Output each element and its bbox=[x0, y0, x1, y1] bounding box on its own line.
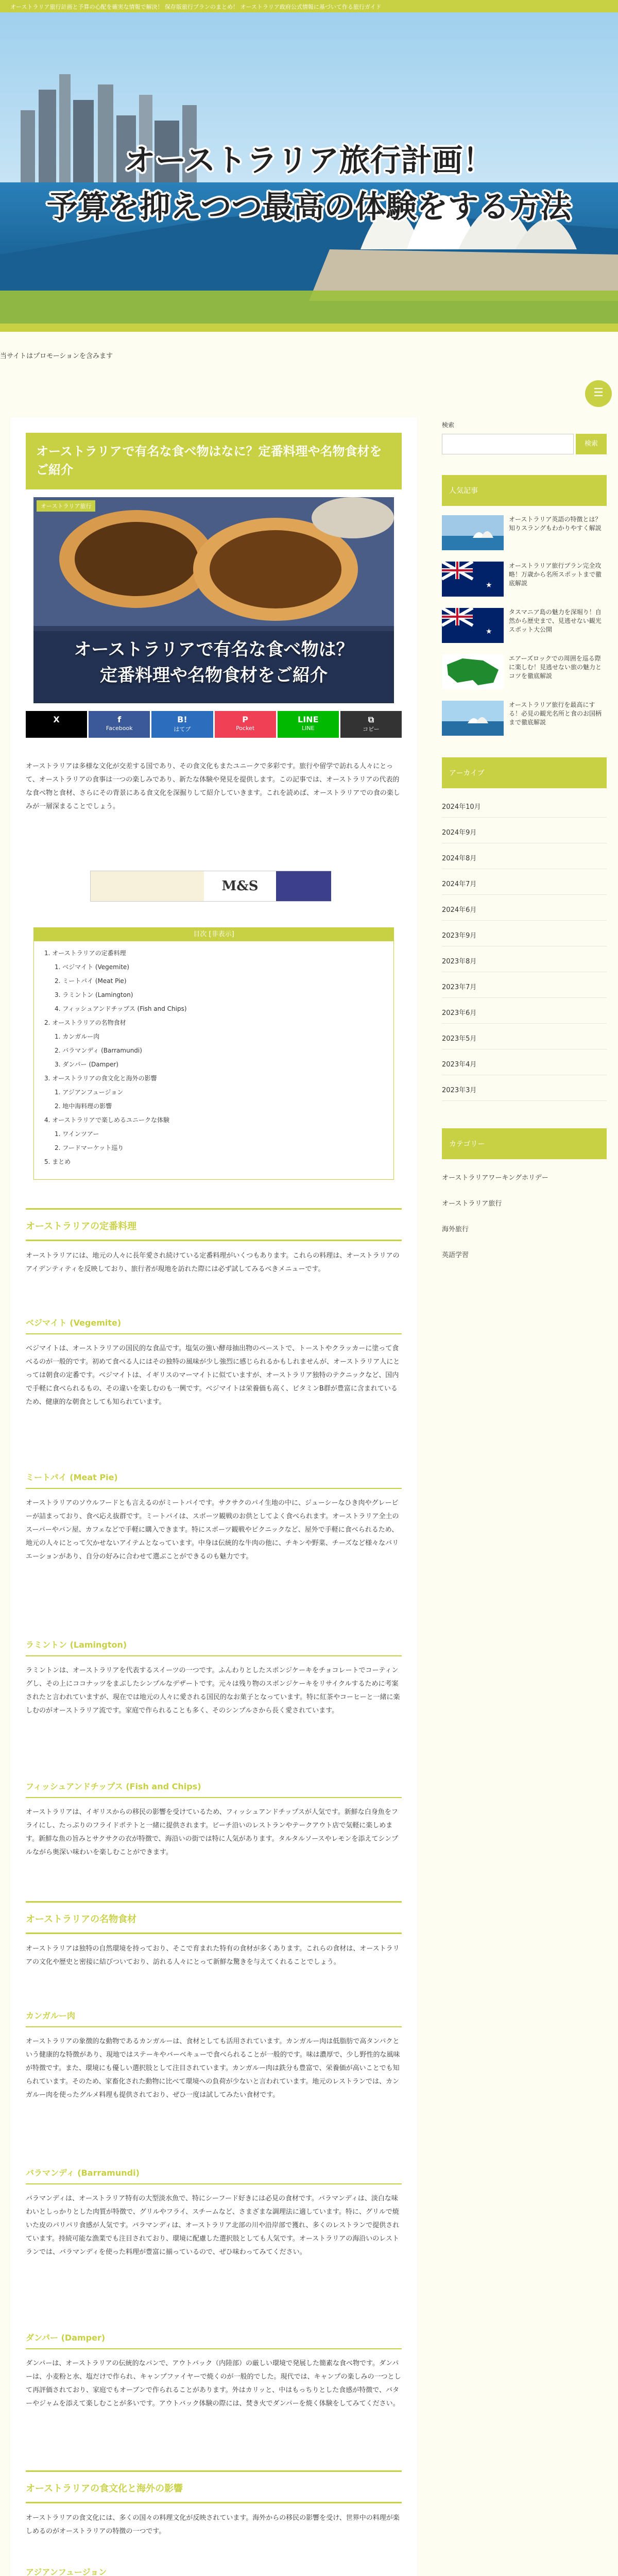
share-hatena-button[interactable]: B! はてブ bbox=[151, 711, 213, 738]
copy-link-button[interactable]: ⧉ コピー bbox=[340, 711, 402, 738]
post-title: オーストラリア旅行を最高にする！必見の観光名所と食のお国柄まで徹底解説 bbox=[509, 701, 602, 726]
archive-link[interactable]: 2024年6月 bbox=[442, 904, 607, 921]
search-label: 検索 bbox=[442, 421, 455, 429]
share-facebook-button[interactable]: f Facebook bbox=[89, 711, 150, 738]
subsection-heading: ダンパー (Damper) bbox=[26, 2331, 402, 2349]
archive-link[interactable]: 2023年4月 bbox=[442, 1059, 607, 1075]
popular-post[interactable] bbox=[442, 608, 607, 649]
search-button[interactable]: 検索 bbox=[576, 434, 607, 454]
archive-link[interactable]: 2023年8月 bbox=[442, 956, 607, 972]
toc-item[interactable]: 2. ミートパイ (Meat Pie) bbox=[55, 977, 127, 985]
ad-banner[interactable] bbox=[90, 871, 331, 902]
site-tagline: オーストラリア旅行計画と予算の心配を確実な情報で解決！ 保存版旅行プランのまとめ！ オーストラリア政府公式情報に基づいて作る旅行ガイド bbox=[10, 4, 382, 10]
subsection-heading: ミートパイ (Meat Pie) bbox=[26, 1471, 402, 1489]
archive-link[interactable]: 2023年6月 bbox=[442, 1007, 607, 1024]
top-bar bbox=[0, 0, 618, 12]
menu-icon: ☰ bbox=[593, 386, 604, 399]
menu-toggle-button[interactable] bbox=[585, 380, 612, 407]
section-heading: オーストラリアの定番料理 bbox=[26, 1208, 402, 1241]
toc-item[interactable]: 1. カンガルー肉 bbox=[55, 1033, 100, 1040]
post-thumbnail bbox=[442, 608, 504, 643]
svg-text:★: ★ bbox=[486, 581, 492, 589]
paragraph: オーストラリアは独特の自然環境を持っており、そこで育まれた特有の食材が多くあります。これらの食材は、オーストラリアの文化や歴史と密接に結びついており、訪れる人々にとって新鮮な驚きを与えてくれることでしょう。 bbox=[26, 1945, 400, 1966]
category-link[interactable]: 英語学習 bbox=[442, 1251, 469, 1259]
table-of-contents bbox=[33, 927, 394, 1180]
intro-paragraph: オーストラリアは多様な文化が交差する国であり、その食文化もまたユニークで多彩です。旅行や留学で訪れる人々にとって、オーストラリアの食事は一つの楽しみであり、新たな体験や発見を提供します。この記事では、オーストラリアの代表的な食べ物と食材、さらにその背景にある食文化を深掘りして紹介していきます。これを読めば、オーストラリアでの食の楽しみが一層深まることでしょう。 bbox=[26, 762, 400, 810]
toc-item[interactable]: 1. ワインツアー bbox=[55, 1130, 99, 1138]
archive-link[interactable]: 2024年8月 bbox=[442, 853, 607, 869]
post-thumbnail bbox=[442, 562, 504, 597]
share-x-button[interactable] bbox=[26, 711, 87, 738]
share-pocket-button[interactable]: P Pocket bbox=[215, 711, 276, 738]
popular-post[interactable] bbox=[442, 701, 607, 742]
hero-banner[interactable] bbox=[0, 12, 618, 332]
paragraph: バラマンディは、オーストラリア特有の大型淡水魚で、特にシーフード好きには必見の食材です。バラマンディは、淡白な味わいとしっかりとした肉質が特徴で、グリルやフライ、スチームなど、さまざまな調理法に適しています。特に、グリルで焼いた皮のパリパリ食感が人気です。バラマンディは、オーストラリア北部の川や沿岸部で獲れ、多くのレストランで提供されています。持続可能な漁業でも注目されており、環境に配慮した選択肢としても人気です。オーストラリアの海沿いのレストランでは、バラマンディを使った料理が豊富に揃っているので、ぜひ味わってみてください。 bbox=[26, 2195, 400, 2256]
subsection-heading: フィッシュアンドチップス (Fish and Chips) bbox=[26, 1780, 402, 1798]
eyecatch-title-line1: オーストラリアで有名な食べ物は？ bbox=[74, 639, 354, 660]
paragraph: オーストラリアの象徴的な動物であるカンガルーは、食材としても活用されています。カンガルー肉は低脂肪で高タンパクという健康的な特徴があり、現地ではステーキやバーベキューで食べられることが一般的です。味は濃厚で、少し野性的な風味が特徴です。また、環境にも優しい選択肢として注目されています。カンガルー肉は鉄分も豊富で、栄養価が高いことでも知られています。そのため、家畜化された動物に比べて環境への負荷が少ないと言われています。地元のレストランでは、カンガルー肉を使ったグルメ料理も提供されており、ぜひ一度は試してみたい食材です。 bbox=[26, 2038, 400, 2099]
archive-heading: アーカイブ bbox=[442, 757, 607, 788]
archive-link[interactable]: 2023年5月 bbox=[442, 1033, 607, 1049]
article-title: オーストラリアで有名な食べ物はなに？定番料理や名物食材をご紹介 bbox=[26, 433, 402, 489]
article-main bbox=[10, 417, 417, 2576]
post-title: タスマニア島の魅力を深堀り！自然から歴史まで、見逃せない観光スポット大公開 bbox=[509, 608, 602, 633]
paragraph: ラミントンは、オーストラリアを代表するスイーツの一つです。ふんわりとしたスポンジケーキをチョコレートでコーティングし、その上にココナッツをまぶしたシンプルなデザートです。元々は残り物のスポンジケーキをリサイクルするために考案されたと言われていますが、現在では地元の人々に愛される国民的なお菓子となっています。特に紅茶やコーヒーと一緒に楽しむのがオーストラリア流です。家庭で作られることも多く、そのシンプルさから長く愛されています。 bbox=[26, 1667, 400, 1715]
paragraph: オーストラリアのソウルフードとも言えるのがミートパイです。サクサクのパイ生地の中に、ジューシーなひき肉やグレービーが詰まっており、食べ応え抜群です。ミートパイは、スポーツ観戦のお供としてよく食べられます。オーストラリア全土のスーパーやパン屋、カフェなどで手軽に購入できます。特にスポーツ観戦やピクニックなど、屋外で手軽に食べられるため、地元の人々にとって欠かせないアイテムとなっています。中身は伝統的な牛肉の他に、チキンや野菜、チーズなど様々なバリエーションがあり、自分の好みに合わせて選ぶことができるのも魅力です。 bbox=[26, 1499, 399, 1561]
category-heading: カテゴリー bbox=[442, 1128, 607, 1159]
archive-link[interactable]: 2024年10月 bbox=[442, 801, 607, 818]
archive-link[interactable]: 2023年9月 bbox=[442, 930, 607, 946]
svg-text:★: ★ bbox=[486, 628, 492, 636]
toc-item[interactable]: 2. フードマーケット巡り bbox=[55, 1144, 124, 1151]
section-heading: オーストラリアの名物食材 bbox=[26, 1901, 402, 1934]
post-title: オーストラリア旅行プラン完全攻略！万歳から名所スポットまで徹底解説 bbox=[509, 562, 602, 587]
subsection-heading: カンガルー肉 bbox=[26, 2009, 402, 2027]
toc-item[interactable]: 3. ラミントン (Lamington) bbox=[55, 991, 133, 998]
post-thumbnail bbox=[442, 654, 504, 689]
category-label[interactable]: オーストラリア旅行 bbox=[37, 500, 95, 512]
archive-link[interactable]: 2023年3月 bbox=[442, 1084, 607, 1101]
post-thumbnail bbox=[442, 701, 504, 736]
eyecatch-image bbox=[33, 497, 394, 703]
share-line-button[interactable]: LINE LINE bbox=[278, 711, 339, 738]
copy-icon: ⧉ bbox=[368, 715, 374, 724]
popular-post[interactable] bbox=[442, 515, 607, 556]
subsection-heading: アジアンフュージョン bbox=[26, 2566, 402, 2576]
pocket-icon: P bbox=[242, 715, 248, 724]
category-link[interactable]: オーストラリア旅行 bbox=[442, 1200, 502, 1208]
toc-item[interactable]: 2. 地中海料理の影響 bbox=[55, 1103, 112, 1110]
toc-item[interactable]: 3. オーストラリアの食文化と海外の影響 bbox=[44, 1075, 157, 1082]
subsection-heading: ラミントン (Lamington) bbox=[26, 1638, 402, 1656]
popular-post[interactable] bbox=[442, 562, 607, 603]
paragraph: オーストラリアは、イギリスからの移民の影響を受けているため、フィッシュアンドチップスが人気です。新鮮な白身魚をフライにし、たっぷりのフライドポテトと一緒に提供されます。ビーチ沿いのレストランやテークアウト店で気軽に楽しめます。新鮮な魚の旨みとサクサクの衣が特徴で、海沿いの街では特に人気があります。タルタルソースやレモンを添えてシンプルながら奥深い味わいを楽しむことができます。 bbox=[26, 1808, 399, 1856]
eyecatch-title-line2: 定番料理や名物食材をご紹介 bbox=[100, 665, 328, 686]
post-title: エアーズロックでの周囲を巡る際に楽しむ！見逃せない旅の魅力とコツを徹底解説 bbox=[509, 655, 602, 680]
popular-post[interactable] bbox=[442, 654, 607, 696]
post-title: オーストラリア英語の特徴とは？知りスラングもわかりやすく解説 bbox=[509, 516, 602, 532]
toc-item[interactable]: 3. ダンパー (Damper) bbox=[55, 1061, 118, 1068]
category-link[interactable]: 海外旅行 bbox=[442, 1226, 469, 1233]
paragraph: オーストラリアの食文化には、多くの国々の料理文化が反映されています。海外からの移民の影響を受け、世界中の料理が楽しめるのがオーストラリアの特徴の一つです。 bbox=[26, 2514, 400, 2535]
archive-link[interactable]: 2024年9月 bbox=[442, 827, 607, 843]
toc-title[interactable]: 目次 [非表示] bbox=[34, 928, 393, 941]
toc-item[interactable]: 4. オーストラリアで楽しめるユニークな体験 bbox=[44, 1116, 170, 1124]
toc-item[interactable]: 2. バラマンディ (Barramundi) bbox=[55, 1047, 142, 1054]
hero-title-line1: オーストラリア旅行計画！ bbox=[124, 143, 494, 179]
hatena-icon: B! bbox=[177, 715, 187, 724]
popular-posts-heading: 人気記事 bbox=[442, 475, 607, 506]
promotion-notice: 当サイトはプロモーションを含みます bbox=[0, 352, 113, 360]
category-link[interactable]: オーストラリアワーキングホリデー bbox=[442, 1174, 548, 1182]
toc-item[interactable]: 5. まとめ bbox=[44, 1158, 71, 1165]
paragraph: オーストラリアには、地元の人々に長年愛され続けている定番料理がいくつもあります。これらの料理は、オーストラリアのアイデンティティを反映しており、旅行者が現地を訪れた際には必ず試してみるべきメニューです。 bbox=[26, 1252, 400, 1273]
toc-item[interactable]: 1. オーストラリアの定番料理 bbox=[44, 950, 126, 957]
toc-item[interactable]: 4. フィッシュアンドチップス (Fish and Chips) bbox=[55, 1005, 187, 1012]
hero-title-line2: 予算を抑えつつ最高の体験をする方法 bbox=[46, 189, 572, 225]
toc-item[interactable]: 2. オーストラリアの名物食材 bbox=[44, 1019, 126, 1026]
x-icon: X bbox=[53, 715, 60, 724]
search-input[interactable] bbox=[442, 434, 574, 454]
archive-link[interactable]: 2023年7月 bbox=[442, 981, 607, 998]
share-buttons bbox=[26, 711, 402, 738]
paragraph: ダンパーは、オーストラリアの伝統的なパンで、アウトバック（内陸部）の厳しい環境で発展した簡素な食べ物です。ダンパーは、小麦粉と水、塩だけで作られ、キャンプファイヤーで焼くのが一般的でした。現代では、キャンプの楽しみの一つとして再評価されており、家庭でもオーブンで作られることがあります。外はカリッと、中はもっちりとした食感が特徴で、バターやジャムを添えて楽しむことが多いです。アウトバック体験の際には、焚き火でダンパーを焼く体験をしてみてください。 bbox=[26, 2360, 401, 2408]
paragraph: ベジマイトは、オーストラリアの国民的な食品です。塩気の強い酵母抽出物のペーストで、トーストやクラッカーに塗って食べるのが一般的です。初めて食べる人にはその独特の風味が少し強烈に感じられるかもしれませんが、オーストラリア人にとっては朝食の定番です。ベジマイトは、イギリスのマーマイトに似ていますが、オーストラリア独特のテクニックなど、国内で手軽に食べられるもの、その違いを楽しむのも一興です。ベジマイトは栄養価も高く、ビタミンB群が豊富に含まれているため、健康的な朝食としても知られています。 bbox=[26, 1345, 400, 1406]
toc-item[interactable]: 1. ベジマイト (Vegemite) bbox=[55, 963, 129, 971]
section-heading: オーストラリアの食文化と海外の影響 bbox=[26, 2470, 402, 2503]
subsection-heading: ベジマイト (Vegemite) bbox=[26, 1316, 402, 1334]
subsection-heading: バラマンディ (Barramundi) bbox=[26, 2166, 402, 2184]
archive-link[interactable]: 2024年7月 bbox=[442, 878, 607, 895]
line-icon: LINE bbox=[298, 715, 319, 724]
post-thumbnail bbox=[442, 515, 504, 550]
toc-item[interactable]: 1. アジアンフュージョン bbox=[55, 1089, 124, 1096]
facebook-icon: f bbox=[117, 715, 122, 724]
ad-banner-text: M&S bbox=[204, 871, 276, 901]
